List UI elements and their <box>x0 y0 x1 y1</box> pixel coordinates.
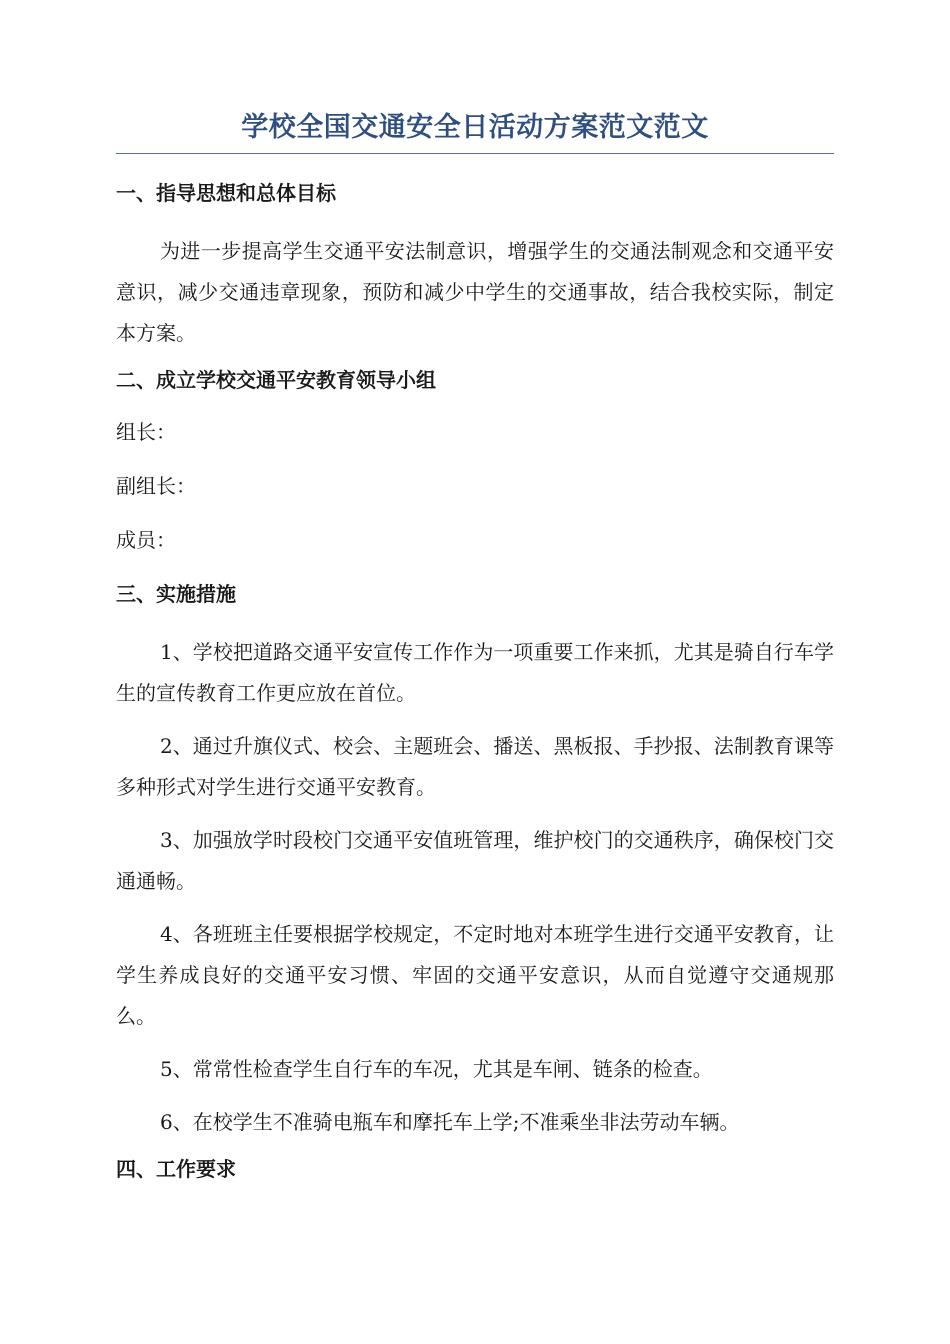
section-heading-work-requirements: 四、工作要求 <box>116 1157 236 1181</box>
document-title: 学校全国交通安全日活动方案范文范文 <box>116 108 834 154</box>
group-leader-line: 组长： <box>116 420 176 444</box>
section-heading-guiding-thought: 一、指导思想和总体目标 <box>116 181 336 205</box>
section-heading-measures: 三、实施措施 <box>116 582 236 606</box>
document-page <box>116 108 834 1207</box>
measure-item-5: 5、常常性检查学生自行车的车况，尤其是车闸、链条的检查。 <box>160 1057 713 1081</box>
group-members-line: 成员： <box>116 528 176 552</box>
measure-item-1: 1、学校把道路交通平安宣传工作作为一项重要工作来抓，尤其是骑自行车学生的宣传教育工作更应放在首位。 <box>116 640 834 705</box>
measure-item-6: 6、在校学生不准骑电瓶车和摩托车上学;不准乘坐非法劳动车辆。 <box>160 1110 740 1134</box>
measure-item-4: 4、各班班主任要根据学校规定，不定时地对本班学生进行交通平安教育，让学生养成良好的交通平安习惯、牢固的交通平安意识，从而自觉遵守交通规那么。 <box>116 922 834 1028</box>
paragraph-guiding-thought: 为进一步提高学生交通平安法制意识，增强学生的交通法制观念和交通平安意识，减少交通违章现象，预防和减少中学生的交通事故，结合我校实际，制定本方案。 <box>116 239 834 345</box>
measure-item-3: 3、加强放学时段校门交通平安值班管理，维护校门的交通秩序，确保校门交通通畅。 <box>116 828 834 893</box>
group-deputy-line: 副组长： <box>116 474 196 498</box>
measure-item-2: 2、通过升旗仪式、校会、主题班会、播送、黑板报、手抄报、法制教育课等多种形式对学生进行交通平安教育。 <box>116 734 834 799</box>
section-heading-leadership-group: 二、成立学校交通平安教育领导小组 <box>116 368 436 392</box>
